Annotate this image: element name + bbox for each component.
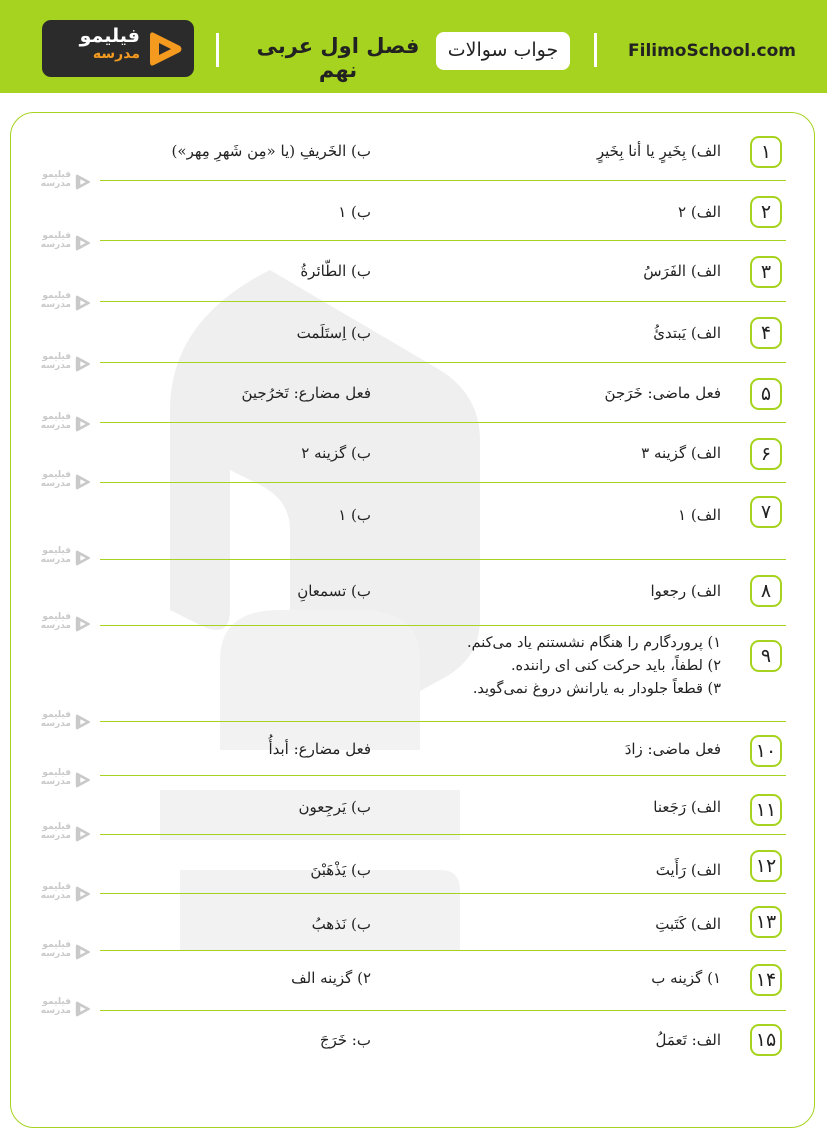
brand-text: [52, 26, 140, 62]
side-watermark: [26, 231, 96, 255]
play-logo-icon: [74, 473, 92, 491]
answer-line: ۳) قطعاً جلودار به یارانش دروغ نمی‌گوید.: [472, 681, 721, 697]
row-divider: [100, 1010, 786, 1011]
play-logo-icon: [74, 549, 92, 567]
answer-part-a: الف) رجعوا: [650, 582, 721, 600]
side-logo-sub: مدرسه: [40, 300, 71, 311]
answer-part-a: الف) گزینه ۳: [641, 444, 721, 462]
play-logo-icon: [74, 713, 92, 731]
answer-part-a: الف) رَأَیتَ: [655, 861, 721, 879]
answer-part-b: ب) یَرجِعون: [298, 798, 371, 816]
side-logo-sub: مدرسه: [40, 949, 71, 960]
side-logo-name: فیلیمو: [42, 822, 71, 832]
answer-part-a: الف) بِخَیرٍ یا أنا بِخَیرٍ: [596, 142, 721, 160]
side-logo-name: فیلیمو: [42, 612, 71, 622]
side-watermark: [26, 768, 96, 792]
side-logo-sub: مدرسه: [40, 179, 71, 190]
side-logo-name: فیلیمو: [42, 882, 71, 892]
answer-part-b: ۲) گزینه الف: [291, 969, 371, 987]
row-divider: [100, 721, 786, 722]
row-divider: [100, 950, 786, 951]
answer-part-a: الف) کَتَبتِ: [655, 915, 721, 933]
brand-name: فیلیمو: [79, 25, 140, 47]
play-logo-icon: [74, 885, 92, 903]
side-watermark: [26, 997, 96, 1021]
answer-part-b: ب) ۱: [338, 506, 371, 524]
row-divider: [100, 240, 786, 241]
side-logo-sub: مدرسه: [40, 1006, 71, 1017]
answer-part-b: ب) اِستَلَمت: [296, 324, 371, 342]
play-logo-icon: [74, 234, 92, 252]
side-watermark: [26, 291, 96, 315]
answer-part-a: ۱) گزینه ب: [651, 969, 721, 987]
side-logo-name: فیلیمو: [42, 291, 71, 301]
answer-line: ۲) لطفاً، باید حرکت کنی ای راننده.: [510, 658, 721, 674]
row-divider: [100, 180, 786, 181]
play-logo-icon: [74, 294, 92, 312]
question-number: ۹: [750, 640, 782, 672]
side-logo-sub: مدرسه: [40, 719, 71, 730]
answer-part-a: الف: تَعمَلُ: [655, 1031, 721, 1049]
question-number: ۴: [750, 317, 782, 349]
answer-part-b: فعل مضارع: أبدأُ: [268, 740, 371, 758]
play-logo-icon: [74, 771, 92, 789]
side-logo-name: فیلیمو: [42, 470, 71, 480]
side-logo-sub: مدرسه: [40, 421, 71, 432]
question-number: ۶: [750, 438, 782, 470]
side-logo-sub: مدرسه: [40, 777, 71, 788]
side-logo-name: فیلیمو: [42, 710, 71, 720]
side-logo-name: فیلیمو: [42, 997, 71, 1007]
answer-part-a: الف) الفَرَسُ: [643, 262, 721, 280]
question-number: ۲: [750, 196, 782, 228]
side-watermark: [26, 352, 96, 376]
side-watermark: [26, 546, 96, 570]
play-logo-icon: [74, 615, 92, 633]
answer-part-b: ب) ۱: [338, 203, 371, 221]
answer-part-b: ب: خَرَجَ: [319, 1031, 371, 1049]
side-watermark: [26, 170, 96, 194]
side-logo-name: فیلیمو: [42, 412, 71, 422]
side-watermark: [26, 822, 96, 846]
question-number: ۳: [750, 256, 782, 288]
side-logo-sub: مدرسه: [40, 361, 71, 372]
row-divider: [100, 893, 786, 894]
answer-part-a: فعل ماضی: خَرَجنَ: [604, 384, 721, 402]
answer-part-b: فعل مضارع: تَخرُجینَ: [241, 384, 371, 402]
side-watermark: [26, 412, 96, 436]
answer-part-b: ب) یَذْهَبْنَ: [310, 861, 371, 879]
answer-part-b: ب) الخَریفِ (یا «مِن شَهرِ مِهر»): [171, 142, 371, 160]
answer-part-b: ب) نَذهبُ: [311, 915, 371, 933]
play-logo-icon: [74, 173, 92, 191]
side-watermark: [26, 470, 96, 494]
answer-part-b: ب) گزینه ۲: [301, 444, 371, 462]
row-divider: [100, 834, 786, 835]
answer-line: ۱) پروردگارم را هنگام نشستنم یاد می‌کنم.: [467, 635, 721, 651]
answer-part-a: الف) یَبتدئُ: [653, 324, 721, 342]
play-logo-icon: [74, 1000, 92, 1018]
side-logo-sub: مدرسه: [40, 621, 71, 632]
question-number: ۷: [750, 496, 782, 528]
question-number: ۱: [750, 136, 782, 168]
brand-sub: مدرسه: [92, 45, 140, 62]
divider: [594, 33, 597, 67]
answer-part-a: فعل ماضی: زادَ: [624, 740, 721, 758]
side-logo-sub: مدرسه: [40, 479, 71, 490]
side-watermark: [26, 940, 96, 964]
divider: [216, 33, 219, 67]
question-number: ۱۴: [750, 964, 782, 996]
side-logo-name: فیلیمو: [42, 546, 71, 556]
question-number: ۱۳: [750, 906, 782, 938]
side-logo-name: فیلیمو: [42, 231, 71, 241]
row-divider: [100, 362, 786, 363]
brand-logo[interactable]: [42, 20, 194, 77]
side-watermark: [26, 612, 96, 636]
answer-part-a: الف) رَجَعنا: [653, 798, 721, 816]
header-bar: [0, 0, 827, 93]
play-logo-icon: [74, 943, 92, 961]
side-logo-name: فیلیمو: [42, 170, 71, 180]
question-number: ۱۱: [750, 794, 782, 826]
row-divider: [100, 482, 786, 483]
answer-lines: [467, 632, 721, 701]
question-number: ۸: [750, 575, 782, 607]
row-divider: [100, 559, 786, 560]
side-logo-name: فیلیمو: [42, 352, 71, 362]
question-number: ۱۰: [750, 735, 782, 767]
side-logo-sub: مدرسه: [40, 831, 71, 842]
row-divider: [100, 775, 786, 776]
question-number: ۱۵: [750, 1024, 782, 1056]
answer-part-a: الف) ۱: [678, 506, 721, 524]
row-divider: [100, 422, 786, 423]
answer-part-b: ب) تسمعانِ: [297, 582, 371, 600]
site-url[interactable]: FilimoSchool.com: [628, 41, 797, 61]
side-watermark: [26, 710, 96, 734]
answer-part-b: ب) الطّائرةُ: [300, 262, 371, 280]
side-logo-name: فیلیمو: [42, 940, 71, 950]
play-logo-icon: [74, 415, 92, 433]
side-watermark: [26, 882, 96, 906]
answer-part-a: الف) ۲: [678, 203, 721, 221]
question-number: ۵: [750, 378, 782, 410]
watermark-logo-icon: [40, 230, 510, 990]
row-divider: [100, 625, 786, 626]
side-logo-sub: مدرسه: [40, 240, 71, 251]
row-divider: [100, 301, 786, 302]
side-logo-sub: مدرسه: [40, 891, 71, 902]
answers-label: جواب سوالات: [436, 32, 570, 70]
course-title: فصل اول عربی نهم: [256, 34, 420, 82]
question-number: ۱۲: [750, 850, 782, 882]
play-logo-icon: [74, 355, 92, 373]
play-logo-icon: [74, 825, 92, 843]
side-logo-sub: مدرسه: [40, 555, 71, 566]
side-logo-name: فیلیمو: [42, 768, 71, 778]
play-logo-icon: [146, 29, 186, 69]
